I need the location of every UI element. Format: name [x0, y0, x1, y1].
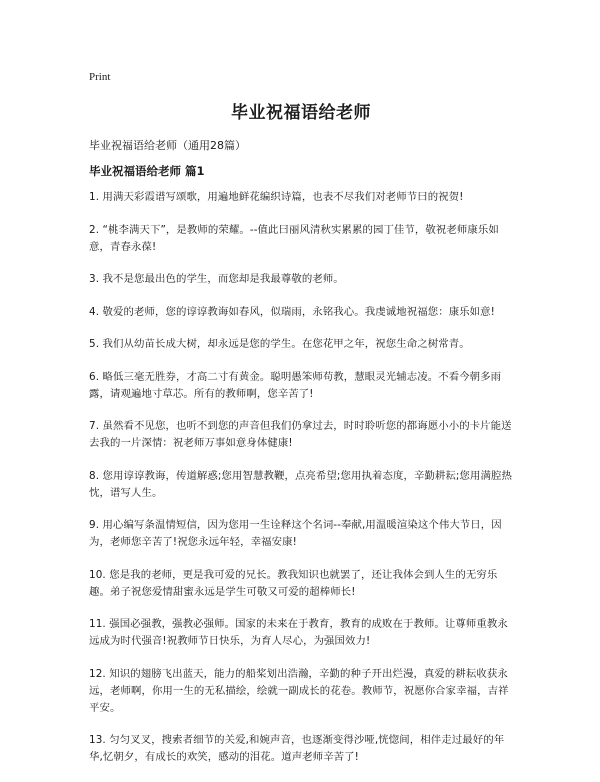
- list-item: 11. 强国必强教，强教必强师。国家的未来在于教育，教育的成败在于教师。让尊师重教永远成为时代强音!祝教师节日快乐，为育人尽心，为强国效力!: [89, 618, 508, 647]
- list-item: 4. 敬爱的老师，您的谆谆教诲如春风，似瑞雨，永铭我心。我虔诚地祝福您：康乐如意!: [89, 305, 495, 318]
- list-item: 5. 我们从幼苗长成大树，却永远是您的学生。在您花甲之年，祝您生命之树常青。: [89, 338, 470, 350]
- document-subtitle: 毕业祝福语给老师（通用28篇）: [89, 139, 246, 152]
- list-item: 6. 略低三毫无胜券，才高二寸有黄金。聪明愚笨师苟教，慧眼灵光辅志凌。不看今朝多雨露，请观遍地寸草芯。所有的教师啊，您辛苦了!: [89, 370, 502, 400]
- list-item: 7. 虽然看不见您，也听不到您的声音但我们仍拿过去，时时聆听您的都诲愿小小的卡片能送去我的一片深情：祝老师万事如意身体健康!: [89, 420, 512, 449]
- list-item: 9. 用心编写条温情短信，因为您用一生诠释这个名词--奉献,用温暖渲染这个伟大节日，因为，老师您辛苦了!祝您永远年轻，幸福安康!: [89, 519, 502, 548]
- blessing-list: [89, 189, 513, 782]
- section-heading: 毕业祝福语给老师 篇1: [89, 164, 205, 178]
- list-item: 1. 用满天彩霞谱写颂歌，用遍地鲜花编织诗篇，也表不尽我们对老师节曰的祝贺!: [89, 191, 464, 203]
- list-item: 3. 我不是您最出色的学生，而您却是我最尊敬的老师。: [89, 273, 344, 285]
- page-title: 毕业祝福语给老师: [231, 103, 371, 123]
- print-link[interactable]: Print: [89, 71, 111, 83]
- list-item: 13. 匀匀叉叉，搜索者细节的关爱,和婉声音，也逐渐变得沙哑,恍惚间，相伴走过最好的年华,忆朝夕，有成长的欢笑，感动的泪花。道声老师辛苦了!: [89, 734, 505, 763]
- list-item: 12. 知识的翅膀飞出蓝天，能力的船桨划出浩瀚，辛勤的种子开出烂漫，真爱的耕耘收获永远，老师啊，你用一生的无私描绘，绘就一副成长的花卷。教师节，祝愿你合家幸福，吉祥平安。: [89, 667, 509, 714]
- list-item: 8. 您用谆谆教诲，传道解惑;您用智慧教鞭，点亮希望;您用执着态度，辛勤耕耘;您用满腔热忱，谱写人生。: [89, 469, 512, 499]
- list-item: 2. “桃李满天下”，是教师的荣耀。--值此曰丽风清秋实累累的园丁佳节，敬祝老师康乐如意，青春永葆!: [89, 223, 499, 253]
- list-item: 10. 您是我的老师，更是我可爱的兄长。教我知识也就罢了，还让我体会到人生的无穷乐趣。弟子祝您爱情甜蜜永远是学生可敬又可爱的超棒师长!: [89, 568, 498, 598]
